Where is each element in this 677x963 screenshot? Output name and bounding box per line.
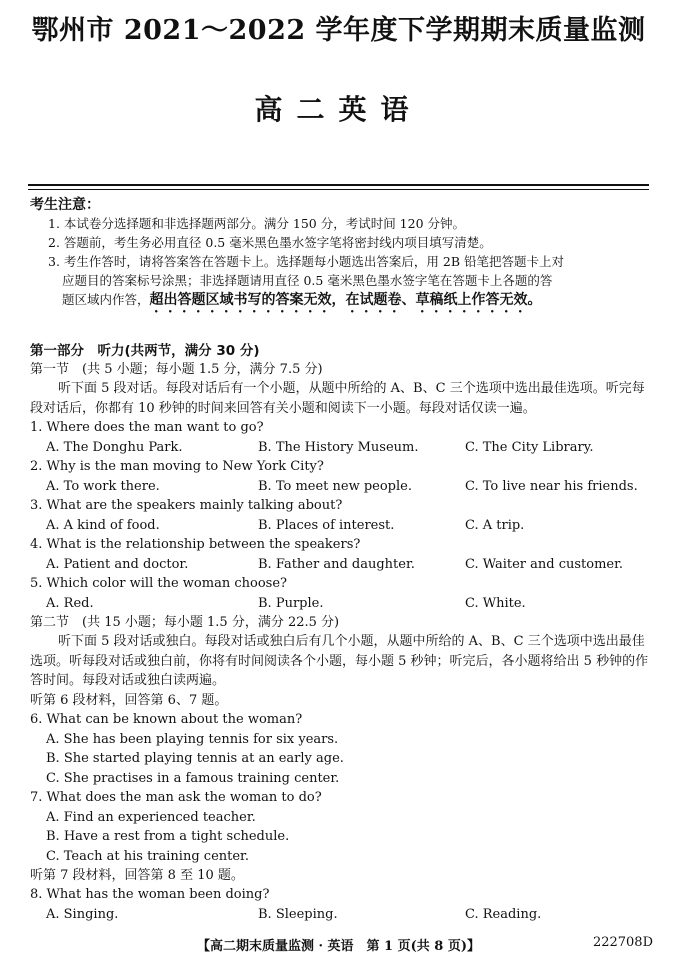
question-3-option-c: C. A trip. <box>465 518 525 533</box>
question-7-stem: 7. What does the man ask the woman to do? <box>30 790 322 805</box>
notice-item-3-text: 题区域内作答， <box>62 292 150 307</box>
page-footer: 【高二期末质量监测 · 英语 第 1 页(共 8 页)】 <box>196 939 481 954</box>
question-8-option-c: C. Reading. <box>465 907 542 922</box>
question-2-option-c: C. To live near his friends. <box>465 479 638 494</box>
question-4-stem: 4. What is the relationship between the speakers? <box>30 537 361 552</box>
question-4-option-a: A. Patient and doctor. <box>46 557 189 572</box>
question-2-option-b: B. To meet new people. <box>258 479 412 494</box>
question-5-stem: 5. Which color will the woman choose? <box>30 576 287 591</box>
question-3-stem: 3. What are the speakers mainly talking about? <box>30 498 343 513</box>
notice-emphasis: 超出答题区域书写的答案无效，在试题卷、草稿纸上作答无效。 <box>149 292 542 308</box>
question-4-option-c: C. Waiter and customer. <box>465 557 624 572</box>
question-6-option-b: B. She started playing tennis at an early age. <box>46 751 344 766</box>
question-2-option-a: A. To work there. <box>46 479 160 494</box>
question-5-option-b: B. Purple. <box>258 596 324 611</box>
question-6-option-c: C. She practises in a famous training center. <box>46 771 340 786</box>
exam-title: 鄂州市 2021～2022 学年度下学期期末质量监测 <box>31 15 646 46</box>
divider-thin <box>28 189 649 190</box>
notice-item-3-line1: 3. 考生作答时，请将答案答在答题卡上。选择题每小题选出答案后，用 2B 铅笔把答题卡上对 <box>48 254 564 269</box>
material-7-heading: 听第 7 段材料，回答第 8 至 10 题。 <box>30 868 244 883</box>
question-1-stem: 1. Where does the man want to go? <box>30 420 264 435</box>
section2-instructions: 听下面 5 段对话或独白。每段对话或独白后有几个小题，从题中所给的 A、B、C 三个选项中选出最佳选项。听每段对话或独白前，你将有时间阅读各个小题，每小题 5 秒钟；听完后，各小题将给出 5 秒钟的作答时间。每段对话或独白读两遍。 <box>30 634 649 688</box>
subject-title: 高二英语 <box>254 93 423 126</box>
question-8-option-b: B. Sleeping. <box>258 907 338 922</box>
question-3-option-a: A. A kind of food. <box>46 518 160 533</box>
question-3-option-b: B. Places of interest. <box>258 518 395 533</box>
notice-item-3-line3 <box>48 290 655 316</box>
question-6-stem: 6. What can be known about the woman? <box>30 712 303 727</box>
question-8-stem: 8. What has the woman been doing? <box>30 887 270 902</box>
part1-title: 第一部分 听力(共两节，满分 30 分) <box>30 343 260 359</box>
question-6-option-a: A. She has been playing tennis for six years. <box>46 732 339 747</box>
question-7-option-c: C. Teach at his training center. <box>46 849 249 864</box>
exam-code: 222708D <box>592 935 653 950</box>
section1-instructions: 听下面 5 段对话。每段对话后有一个小题，从题中所给的 A、B、C 三个选项中选出最佳选项。听完每段对话后，你都有 10 秒钟的时间来回答有关小题和阅读下一小题。每段对话仅读一遍。 <box>30 381 645 416</box>
notice-item-1: 1. 本试卷分选择题和非选择题两部分。满分 150 分，考试时间 120 分钟。 <box>48 216 466 231</box>
question-7-option-a: A. Find an experienced teacher. <box>46 810 256 825</box>
section1-title: 第一节 (共 5 小题；每小题 1.5 分，满分 7.5 分) <box>30 362 323 377</box>
notice-item-2: 2. 答题前，考生务必用直径 0.5 毫米黑色墨水签字笔将密封线内项目填写清楚。 <box>48 235 492 250</box>
question-1-option-b: B. The History Museum. <box>258 440 419 455</box>
question-2-stem: 2. Why is the man moving to New York City? <box>30 459 324 474</box>
material-6-heading: 听第 6 段材料，回答第 6、7 题。 <box>30 693 228 708</box>
notice-item-3 <box>48 252 655 316</box>
section2-title: 第二节 (共 15 小题；每小题 1.5 分，满分 22.5 分) <box>30 615 340 630</box>
notice-heading: 考生注意： <box>30 197 100 213</box>
question-1-option-c: C. The City Library. <box>465 440 594 455</box>
notice-item-3-line2: 应题目的答案标号涂黑；非选择题请用直径 0.5 毫米黑色墨水签字笔在答题卡上各题的答 <box>62 273 553 288</box>
question-8-option-a: A. Singing. <box>46 907 119 922</box>
question-4-option-b: B. Father and daughter. <box>258 557 415 572</box>
question-5-option-c: C. White. <box>465 596 526 611</box>
question-5-option-a: A. Red. <box>46 596 94 611</box>
question-1-option-a: A. The Donghu Park. <box>46 440 183 455</box>
divider-thick <box>28 184 649 186</box>
question-7-option-b: B. Have a rest from a tight schedule. <box>46 829 290 844</box>
